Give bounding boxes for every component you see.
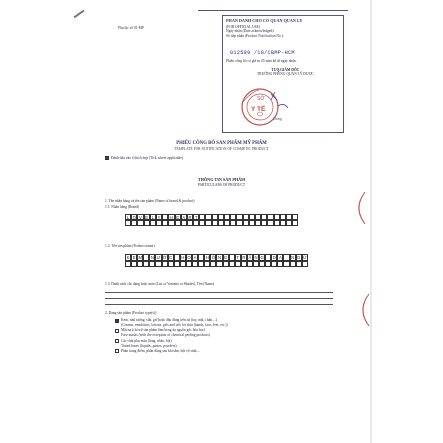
product-char-cell: Ớ — [162, 255, 167, 260]
brand-char-grid — [125, 214, 298, 226]
margin-seal-icon — [351, 190, 367, 226]
brand-char-cell: V — [139, 215, 142, 220]
brand-char-cell: E — [176, 215, 179, 220]
annex-label: Phụ lục số 01-MP — [118, 26, 144, 30]
product-char-cell: O — [187, 255, 191, 260]
receipt-number: 012599 /18/CBMP-HCM — [230, 50, 295, 56]
product-char-cell: N — [291, 255, 295, 260]
tick-box[interactable] — [105, 156, 109, 160]
signer-title: TUQ.GIÁM ĐỐC — [271, 68, 300, 72]
brand-char-cell: A — [182, 215, 186, 220]
margin-seal-icon — [355, 292, 371, 328]
product-type-option[interactable] — [115, 318, 228, 323]
product-type-option[interactable] — [115, 339, 228, 344]
signature-text: Dung — [273, 116, 282, 121]
variant-line-1 — [105, 292, 333, 293]
product-char-cell: C — [169, 255, 173, 260]
signer-subtitle: TRƯỞNG PHÒNG QUẢN LÝ DƯỢC — [257, 72, 314, 77]
product-type-checkbox[interactable] — [115, 349, 119, 353]
form-subtitle: TEMPLATE FOR NOTIFICATION OF COSMETIC PRODUCT — [174, 147, 269, 151]
product-char-cell: A — [278, 255, 282, 260]
product-char-grid — [125, 254, 308, 267]
official-stamp-icon — [239, 84, 291, 130]
product-type-checkbox[interactable] — [115, 339, 119, 343]
stamp-center: Y TẾ — [251, 106, 266, 113]
product-type-label: (Creams, emulsions, lotions, gels and oils for skin (hands, face, feet, etc.)) — [121, 323, 228, 328]
field-product-name: 1.2. Tên sản phẩm (Product name) — [105, 244, 155, 248]
form-title: PHIẾU CÔNG BỐ SẢN PHẨM MỸ PHẨM — [176, 141, 267, 146]
scan-mark — [74, 10, 85, 19]
signer-block — [257, 68, 314, 77]
product-char-cell: Ồ — [211, 255, 215, 260]
product-char-cell: G — [223, 255, 228, 260]
variant-line-3 — [105, 304, 333, 305]
validity-note: Phiếu công bố có giá trị 05 năm kể từ ngày nhận. — [226, 59, 297, 63]
product-type-checkbox[interactable] — [115, 319, 119, 323]
product-type-option[interactable] — [115, 349, 228, 354]
product-char-cell: N — [217, 255, 221, 260]
field-product-type: 2. Dạng sản phẩm (Product type(s)) — [105, 311, 157, 315]
product-type-label: Mặt nạ (chỉ trừ sản phẩm làm bong da nguồn gốc hóa học) — [121, 328, 206, 333]
product-type-label: Face masks (with the exception of chemical peeling products) — [121, 333, 211, 338]
brand-char-cell: H — [169, 215, 173, 220]
product-char-cell: Ắ — [248, 255, 252, 260]
brand-char-cell — [292, 220, 298, 226]
tick-instruction — [105, 156, 183, 160]
brand-char-cell: O — [132, 215, 136, 220]
product-char-cell: R — [242, 255, 246, 260]
brand-char-cell: Y — [157, 215, 161, 220]
stamp-top: SỞ — [257, 96, 265, 102]
page-edge — [370, 0, 372, 443]
product-type-label: Phấn trang điểm, phấn dùng sau khi tắm, bột vệ sinh,... — [121, 348, 201, 353]
product-type-checkbox[interactable] — [115, 329, 119, 333]
product-char-cell: T — [236, 255, 240, 260]
product-char-cell: Ư — [156, 255, 161, 260]
field-brand: 1.1. Nhãn hàng (Brand) — [105, 205, 140, 209]
product-char-cell: G — [260, 255, 264, 260]
product-char-cell — [302, 261, 308, 268]
product-char-cell: H — [205, 255, 209, 260]
official-box-lines — [226, 25, 284, 38]
official-use-box — [222, 15, 344, 133]
product-char-cell: H — [181, 255, 185, 260]
product-char-cell: A — [193, 255, 197, 260]
product-char-cell: Ừ — [302, 255, 307, 260]
official-line-2: Ngày nhận (Date acknowledged): — [226, 29, 275, 34]
official-box-title: PHAN DANH CHO CO QUAN QUAN LY — [226, 18, 303, 23]
brand-char-cell: L — [151, 215, 155, 220]
brand-char-cell: T — [194, 215, 198, 220]
brand-char-cell: L — [126, 215, 130, 220]
product-char-cell: E — [132, 255, 136, 260]
product-char-cell: N — [254, 255, 258, 260]
product-char-cell: G — [297, 255, 301, 260]
product-char-cell: D — [272, 255, 276, 260]
product-type-option[interactable] — [115, 344, 228, 348]
field-variants: 1.3. Danh sách các dạng hoặc màu (List of Variants or Shades), Tên (Name) — [105, 282, 215, 286]
product-char-cell: N — [150, 255, 154, 260]
field-brand-product: 1. Tên nhãn hàng và tên sản phẩm (Name of brand & product) — [105, 199, 195, 203]
product-char-cell: K — [126, 255, 130, 260]
product-type-list — [115, 318, 228, 354]
brand-char-cell: E — [145, 215, 149, 220]
product-type-option[interactable] — [115, 333, 228, 337]
official-line-1: (FOR OFFICIAL USE) — [226, 25, 261, 29]
brand-char-cell: R — [188, 215, 192, 220]
section-title: THÔNG TIN SẢN PHẨM — [197, 177, 246, 182]
product-type-label: Tinted bases (liquids, pastes, powders) — [121, 343, 177, 348]
official-line-3: Số tiếp nhận (Product Notification No.): — [226, 33, 284, 38]
product-char-cell: M — [138, 255, 142, 260]
section-subtitle: PARTICULARS OF PRODUCT — [197, 183, 246, 187]
variant-line-2 — [105, 298, 333, 299]
tick-instruction-text: Đánh dấu vào ô thích hợp (Tick where applicable) — [111, 156, 184, 160]
product-type-option[interactable] — [115, 328, 228, 333]
product-type-label: Kem, nhũ tương, sữa, gel hoặc dầu dùng trên da (tay, mặt, chân,...) — [121, 318, 217, 322]
product-type-label: Các chất phủ màu (lỏng, nhão, bột) — [121, 338, 172, 343]
product-type-option[interactable] — [115, 323, 228, 327]
